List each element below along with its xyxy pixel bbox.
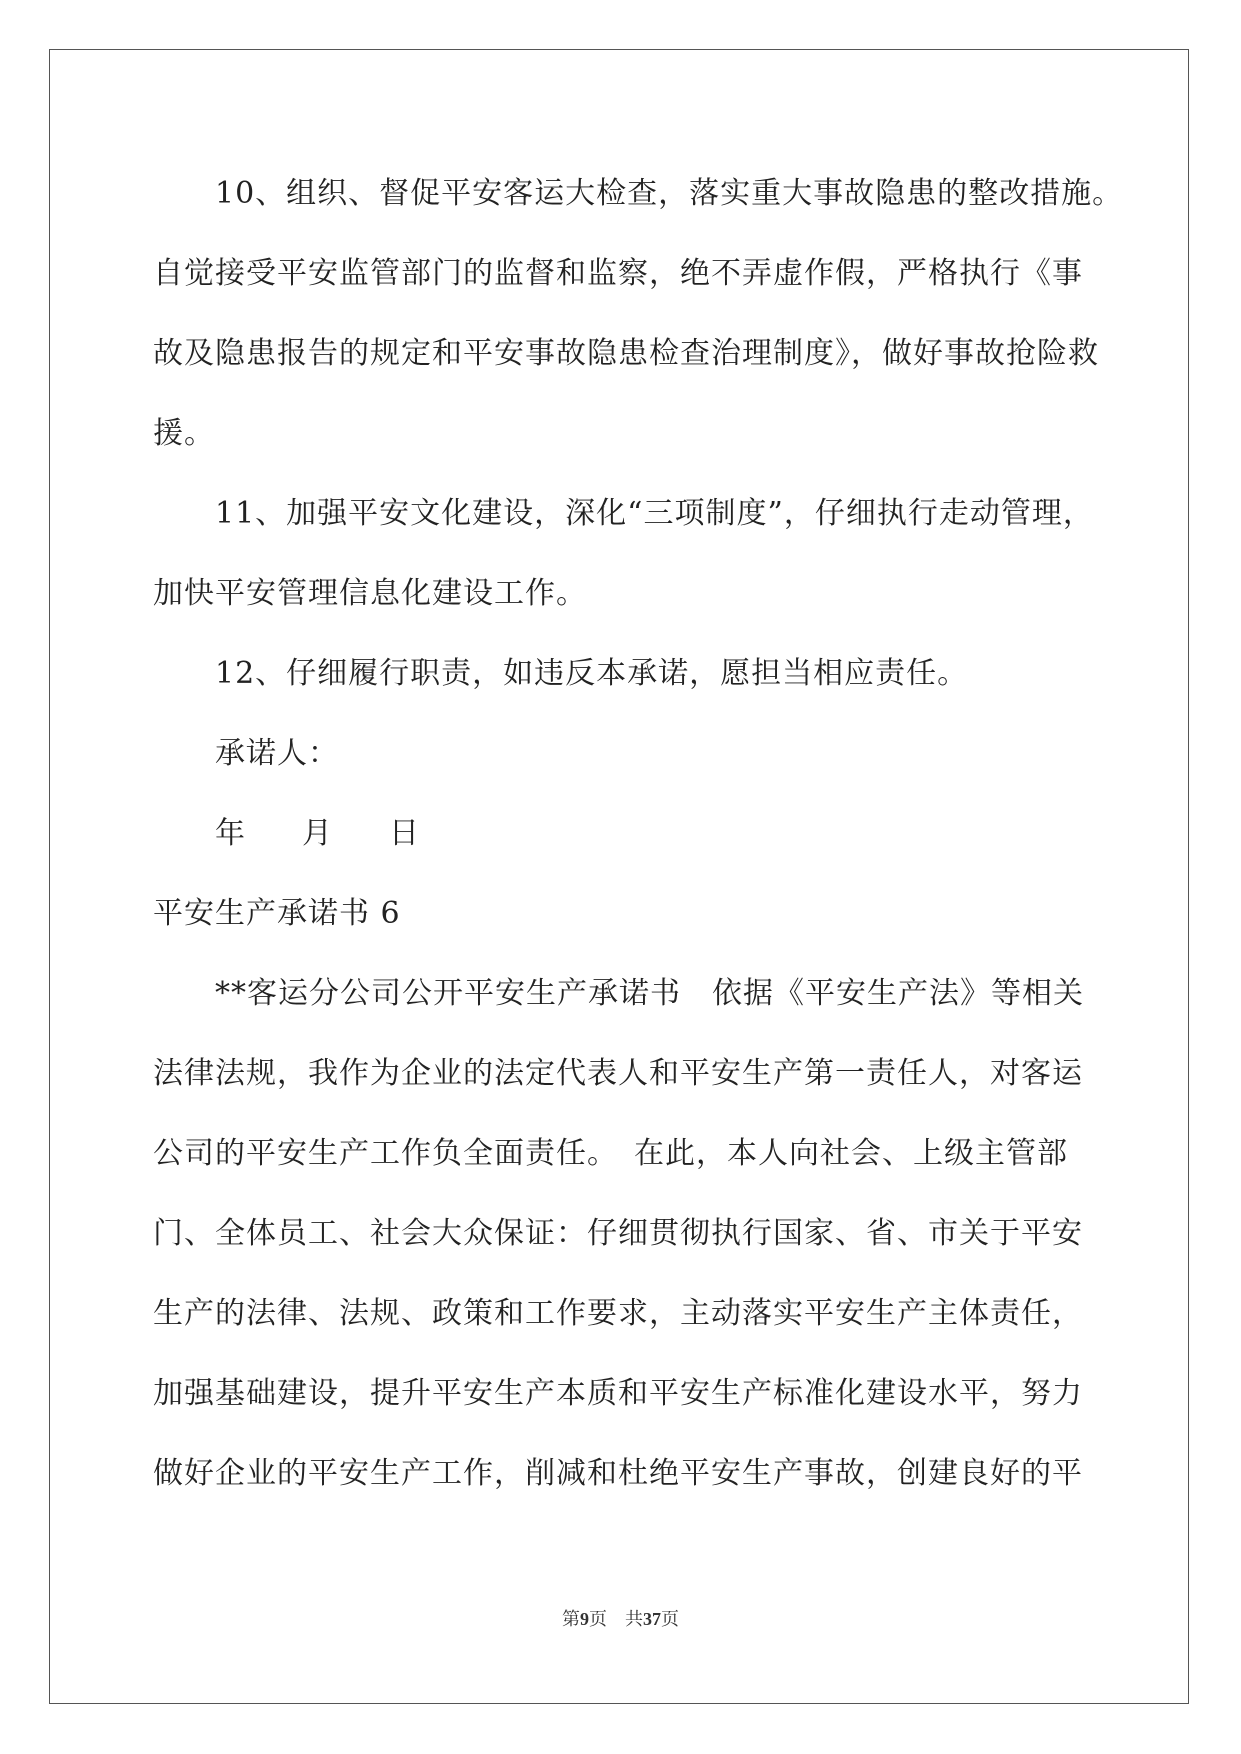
paragraph-line: 门、全体员工、社会大众保证：仔细贯彻执行国家、省、市关于平安 [153,1216,1083,1251]
footer-suffix: 页 [661,1609,679,1630]
date-month: 月 [302,816,333,851]
paragraph-line: 法律法规，我作为企业的法定代表人和平安生产第一责任人，对客运 [153,1056,1083,1091]
paragraph-line: 11、加强平安文化建设，深化“三项制度”，仔细执行走动管理， [215,496,1094,531]
paragraph-line: 12、仔细履行职责，如违反本承诺，愿担当相应责任。 [215,656,969,691]
current-page-number: 9 [580,1609,589,1629]
paragraph-line: **客运分公司公开平安生产承诺书 依据《平安生产法》等相关 [215,976,1084,1011]
section-heading: 平安生产承诺书 6 [153,896,401,931]
footer-mid: 页 共 [589,1609,643,1630]
paragraph-line: 故及隐患报告的规定和平安事故隐患检查治理制度》，做好事故抢险救 [153,336,1099,371]
signer-label: 承诺人： [215,736,339,771]
page-number-footer [0,1608,1241,1631]
paragraph-line: 做好企业的平安生产工作，削减和杜绝平安生产事故，创建良好的平 [153,1456,1083,1491]
footer-prefix: 第 [562,1609,580,1630]
date-year: 年 [215,816,246,851]
paragraph-line: 援。 [153,416,215,451]
paragraph-line: 10、组织、督促平安客运大检查，落实重大事故隐患的整改措施。 [215,176,1124,211]
paragraph-line: 加快平安管理信息化建设工作。 [153,576,587,611]
paragraph-line: 自觉接受平安监管部门的监督和监察，绝不弄虚作假，严格执行《事 [153,256,1083,291]
paragraph-line: 公司的平安生产工作负全面责任。 在此，本人向社会、上级主管部 [153,1136,1068,1171]
date-line [215,816,420,852]
paragraph-line: 生产的法律、法规、政策和工作要求，主动落实平安生产主体责任， [153,1296,1083,1331]
total-page-number: 37 [643,1609,661,1629]
paragraph-line: 加强基础建设，提升平安生产本质和平安生产标准化建设水平，努力 [153,1376,1083,1411]
date-day: 日 [389,816,420,851]
